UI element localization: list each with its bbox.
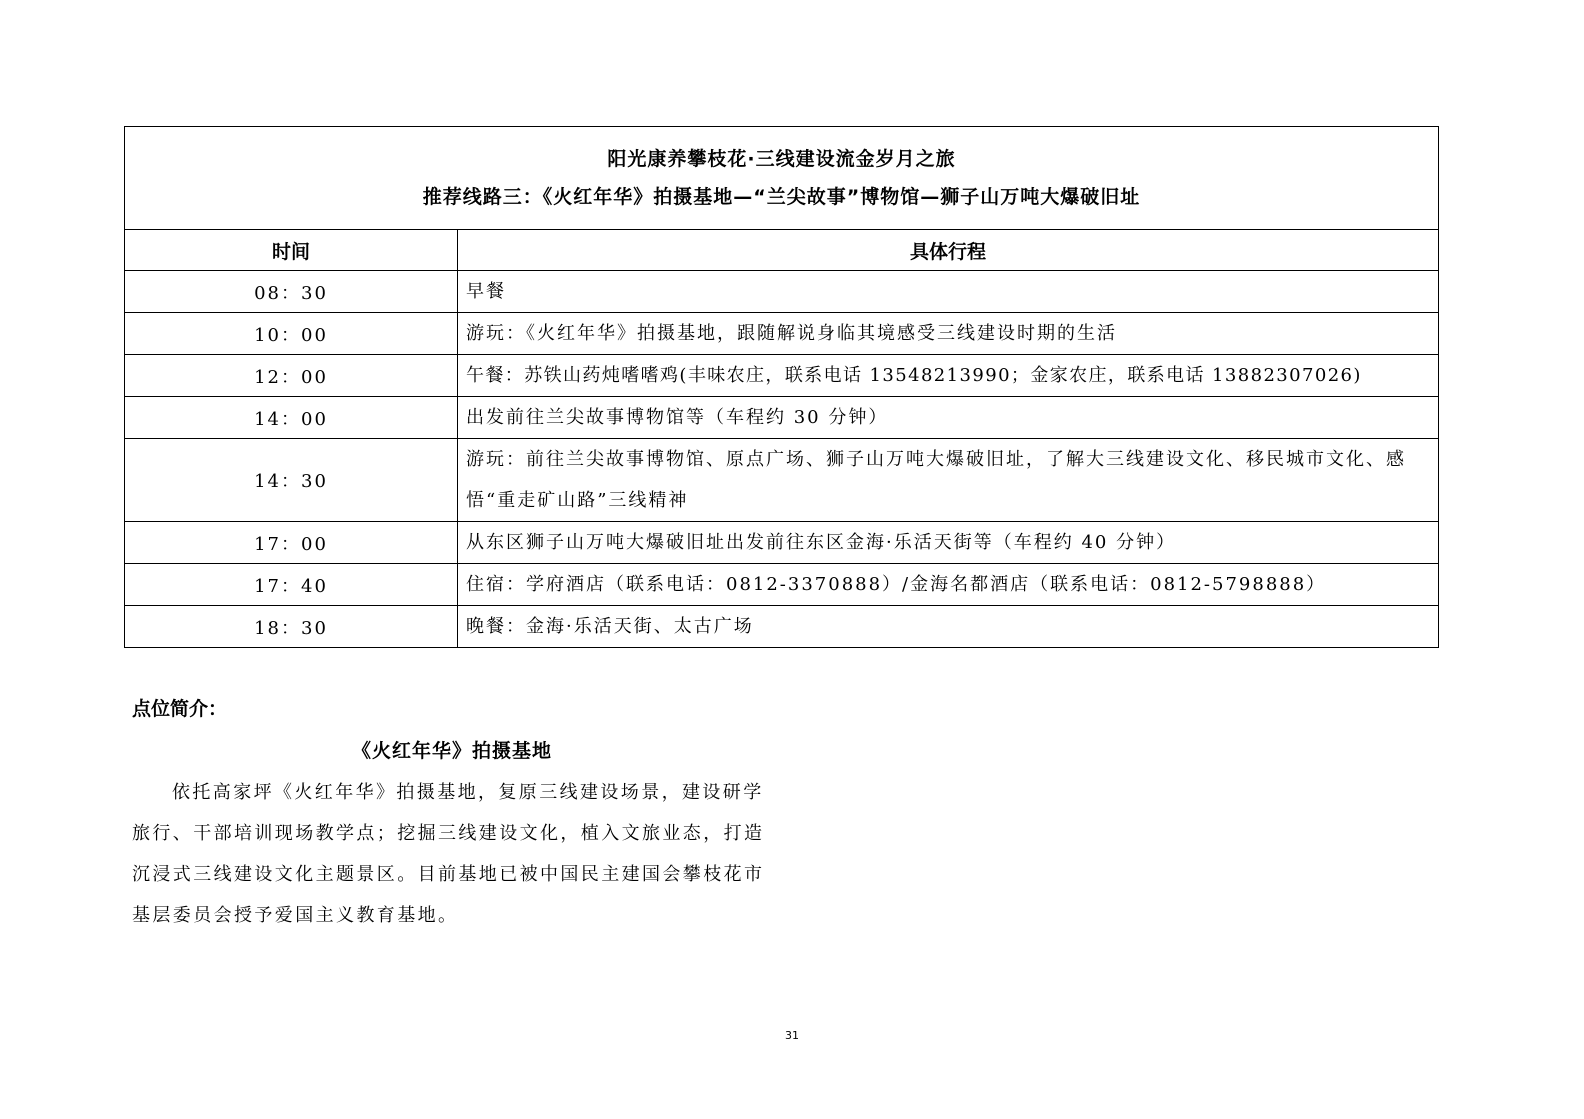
table-row — [125, 271, 1439, 313]
spot-description: 依托高家坪《火红年华》拍摄基地，复原三线建设场景，建设研学旅行、干部培训现场教学点；挖掘三线建设文化，植入文旅业态，打造沉浸式三线建设文化主题景区。目前基地已被中国民主建国会攀枝花市基层委员会授予爱国主义教育基地。 — [132, 782, 765, 926]
table-row — [125, 313, 1439, 355]
table-row — [125, 355, 1439, 397]
section-label: 点位简介： — [132, 698, 228, 720]
route-subtitle: 推荐线路三：《火红年华》拍摄基地—“兰尖故事”博物馆—狮子山万吨大爆破旧址 — [422, 186, 1141, 208]
row-detail: 从东区狮子山万吨大爆破旧址出发前往东区金海·乐活天街等（车程约 40 分钟） — [458, 522, 1439, 564]
row-time: 12：00 — [125, 355, 458, 397]
table-row — [125, 397, 1439, 439]
row-detail: 游玩：前往兰尖故事博物馆、原点广场、狮子山万吨大爆破旧址，了解大三线建设文化、移民城市文化、感悟“重走矿山路”三线精神 — [458, 439, 1439, 522]
row-detail: 午餐：苏铁山药炖嗜嗜鸡(丰味农庄，联系电话 13548213990；金家农庄，联系电话 13882307026) — [458, 355, 1439, 397]
itinerary-table — [124, 126, 1439, 648]
row-detail: 早餐 — [458, 271, 1439, 313]
column-header-time: 时间 — [125, 230, 458, 271]
spot-title: 《火红年华》拍摄基地 — [352, 740, 553, 762]
row-time: 17：00 — [125, 522, 458, 564]
table-title-row — [125, 127, 1439, 230]
row-detail: 游玩：《火红年华》拍摄基地，跟随解说身临其境感受三线建设时期的生活 — [458, 313, 1439, 355]
table-title-cell — [125, 127, 1439, 230]
row-time: 18：30 — [125, 606, 458, 648]
row-time: 14：00 — [125, 397, 458, 439]
row-time: 08：30 — [125, 271, 458, 313]
row-detail: 住宿：学府酒店（联系电话：0812-3370888）/金海名都酒店（联系电话：0812-5798888） — [458, 564, 1439, 606]
table-row — [125, 606, 1439, 648]
row-detail: 出发前往兰尖故事博物馆等（车程约 30 分钟） — [458, 397, 1439, 439]
row-time: 17：40 — [125, 564, 458, 606]
row-detail: 晚餐：金海·乐活天街、太古广场 — [458, 606, 1439, 648]
table-title: 阳光康养攀枝花·三线建设流金岁月之旅 — [607, 148, 956, 170]
column-header-detail: 具体行程 — [458, 230, 1439, 271]
page-number: 31 — [785, 1029, 799, 1042]
table-row — [125, 439, 1439, 522]
table-row — [125, 522, 1439, 564]
table-header-row — [125, 230, 1439, 271]
row-time: 14：30 — [125, 439, 458, 522]
table-row — [125, 564, 1439, 606]
row-time: 10：00 — [125, 313, 458, 355]
